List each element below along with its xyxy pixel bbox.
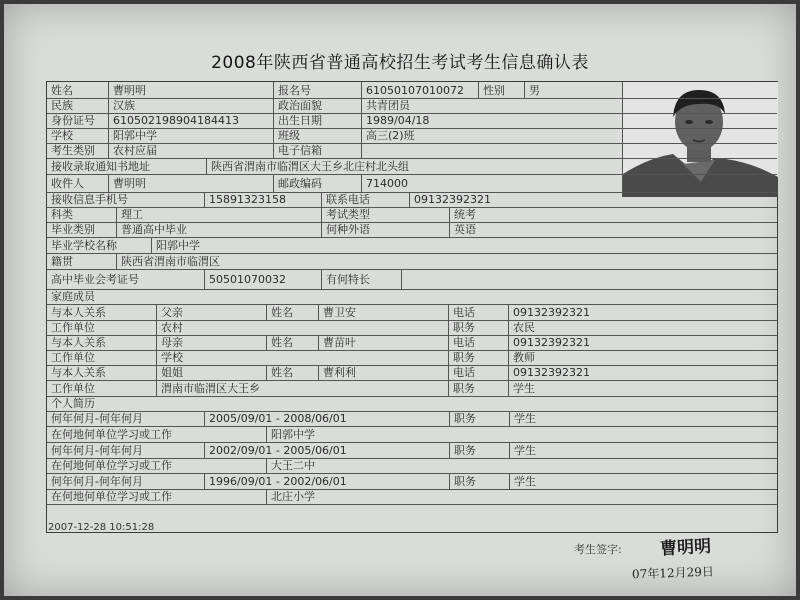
form-cell: 普通高中毕业 — [117, 222, 322, 237]
form-cell: 陕西省渭南市临渭区大王乡北庄村北头组 — [211, 159, 409, 173]
form-cell: 出生日期 — [274, 113, 362, 128]
form-cell: 姓名 — [267, 304, 319, 320]
form-row — [47, 442, 777, 459]
form-cell: 09132392321 — [513, 336, 590, 349]
signature: 曹明明 — [659, 536, 712, 560]
form-cell: 收件人 — [47, 174, 109, 192]
form-cell: 毕业类别 — [47, 222, 117, 237]
form-cell: 曹明明 — [109, 82, 274, 98]
form-row — [47, 237, 777, 254]
form-cell: 610502198904184413 — [109, 113, 274, 128]
form-cell: 职务 — [449, 380, 509, 396]
form-cell: 考生类别 — [47, 143, 109, 158]
form-cell: 理工 — [117, 207, 322, 222]
form-cell: 职务 — [449, 320, 509, 335]
form-row — [47, 365, 777, 381]
form-cell: 学生 — [514, 443, 536, 457]
form-row — [47, 192, 777, 208]
form-cell: 陕西省渭南市临渭区 — [121, 254, 220, 268]
form-cell: 性别 — [479, 82, 525, 98]
form-cell: 接收录取通知书地址 — [47, 158, 207, 174]
form-row — [47, 269, 777, 290]
form-cell: 阳郭中学 — [109, 128, 274, 143]
form-cell: 报名号 — [274, 82, 362, 98]
form-cell: 接收信息手机号 — [47, 192, 205, 207]
form-row — [47, 174, 777, 193]
form-cell: 714000 — [366, 176, 408, 190]
form-cell: 联系电话 — [322, 192, 410, 207]
form-cell: 61050107010072 — [362, 82, 479, 98]
form-cell: 何种外语 — [322, 222, 450, 237]
form-cell: 在何地何单位学习或工作 — [47, 458, 267, 473]
form-row — [47, 222, 777, 238]
form-cell: 工作单位 — [47, 380, 157, 396]
form-cell: 曹明明 — [109, 174, 274, 192]
form-cell: 在何地何单位学习或工作 — [47, 489, 267, 504]
form-cell: 家庭成员 — [51, 290, 95, 303]
form-cell: 2002/09/01 - 2005/06/01 — [205, 442, 450, 458]
form-cell: 渭南市临渭区大王乡 — [157, 380, 449, 396]
form-row — [47, 207, 777, 223]
form-cell: 工作单位 — [47, 320, 157, 335]
form-row — [47, 335, 777, 351]
form-cell: 与本人关系 — [47, 365, 157, 380]
form-row — [47, 489, 777, 505]
form-cell: 15891323158 — [205, 192, 322, 207]
form-cell: 2005/09/01 - 2008/06/01 — [205, 411, 450, 426]
form-cell: 学生 — [514, 412, 536, 425]
form-cell: 身份证号 — [47, 113, 109, 128]
form-cell: 电话 — [449, 304, 509, 320]
form-cell: 工作单位 — [47, 350, 157, 365]
form-cell: 毕业学校名称 — [47, 237, 152, 253]
form-cell: 职务 — [449, 350, 509, 365]
signature-label: 考生签字: — [574, 543, 622, 556]
form-row — [47, 350, 777, 366]
form-cell: 姓名 — [267, 335, 319, 350]
form-cell — [402, 269, 776, 289]
form-cell: 高中毕业会考证号 — [47, 269, 205, 289]
form-cell: 阳郭中学 — [271, 427, 315, 441]
print-timestamp: 2007-12-28 10:51:28 — [48, 522, 155, 533]
form-cell: 姐姐 — [157, 365, 267, 380]
form-cell: 高三(2)班 — [366, 129, 415, 142]
form-cell: 学生 — [513, 381, 535, 395]
form-cell: 政治面貌 — [274, 98, 362, 113]
form-row — [47, 289, 777, 305]
form-row — [47, 396, 777, 412]
form-cell: 个人简历 — [51, 397, 95, 410]
form-cell: 阳郭中学 — [156, 238, 200, 252]
info-table — [46, 81, 778, 533]
form-cell: 曹卫安 — [319, 304, 449, 320]
form-cell: 电话 — [449, 335, 509, 350]
form-cell: 邮政编码 — [274, 174, 362, 192]
form-cell: 大王二中 — [271, 459, 315, 472]
form-cell: 农村 — [157, 320, 449, 335]
form-cell: 父亲 — [157, 304, 267, 320]
confirmation-form — [4, 4, 796, 596]
form-cell: 学校 — [47, 128, 109, 143]
form-cell: 汉族 — [109, 98, 274, 113]
form-cell: 1989/04/18 — [366, 114, 430, 127]
form-cell: 农民 — [513, 321, 535, 334]
form-row — [47, 411, 777, 427]
form-row — [47, 380, 777, 397]
form-cell: 何年何月-何年何月 — [47, 411, 205, 426]
form-title: 2008年陕西省普通高校招生考试考生信息确认表 — [211, 53, 589, 73]
form-cell: 电话 — [449, 365, 509, 380]
form-row — [47, 473, 777, 490]
signature-date: 07年12月29日 — [631, 564, 715, 582]
form-cell: 姓名 — [267, 365, 319, 380]
form-cell: 籍贯 — [47, 253, 117, 269]
form-cell: 曹利利 — [319, 365, 449, 380]
form-cell: 1996/09/01 - 2002/06/01 — [205, 473, 450, 489]
form-cell: 农村应届 — [109, 143, 274, 158]
form-cell: 曹苗叶 — [319, 335, 449, 350]
form-cell: 与本人关系 — [47, 335, 157, 350]
form-row — [47, 458, 777, 474]
form-cell: 何年何月-何年何月 — [47, 442, 205, 458]
form-cell: 班级 — [274, 128, 362, 143]
form-cell: 母亲 — [157, 335, 267, 350]
form-row — [47, 143, 777, 159]
form-cell: 有何特长 — [322, 269, 402, 289]
form-cell: 何年何月-何年何月 — [47, 473, 205, 489]
form-cell: 姓名 — [47, 82, 109, 98]
form-cell: 学生 — [514, 474, 536, 488]
form-cell: 考试类型 — [322, 207, 450, 222]
form-cell: 科类 — [47, 207, 117, 222]
form-cell: 09132392321 — [513, 366, 590, 379]
form-row — [47, 253, 777, 270]
form-row — [47, 113, 777, 129]
form-row — [47, 320, 777, 336]
form-row — [47, 158, 777, 175]
form-row — [47, 128, 777, 144]
form-cell: 在何地何单位学习或工作 — [47, 426, 267, 442]
form-cell: 电子信箱 — [274, 143, 362, 158]
form-row — [47, 82, 777, 99]
form-cell — [362, 143, 621, 158]
form-cell: 09132392321 — [513, 305, 590, 319]
form-cell: 统考 — [454, 208, 476, 221]
form-cell: 民族 — [47, 98, 109, 113]
form-cell: 共青团员 — [366, 99, 410, 112]
form-row — [47, 426, 777, 443]
form-cell: 男 — [529, 83, 540, 97]
form-cell: 与本人关系 — [47, 304, 157, 320]
form-cell: 学校 — [157, 350, 449, 365]
form-row — [47, 98, 777, 114]
form-row — [47, 304, 777, 321]
form-cell: 教师 — [513, 351, 535, 364]
form-cell: 职务 — [450, 442, 510, 458]
form-cell: 北庄小学 — [271, 490, 315, 503]
form-cell: 09132392321 — [414, 193, 491, 206]
form-cell: 英语 — [454, 223, 476, 236]
form-cell: 50501070032 — [205, 269, 322, 289]
form-cell: 职务 — [450, 473, 510, 489]
form-cell: 职务 — [450, 411, 510, 426]
